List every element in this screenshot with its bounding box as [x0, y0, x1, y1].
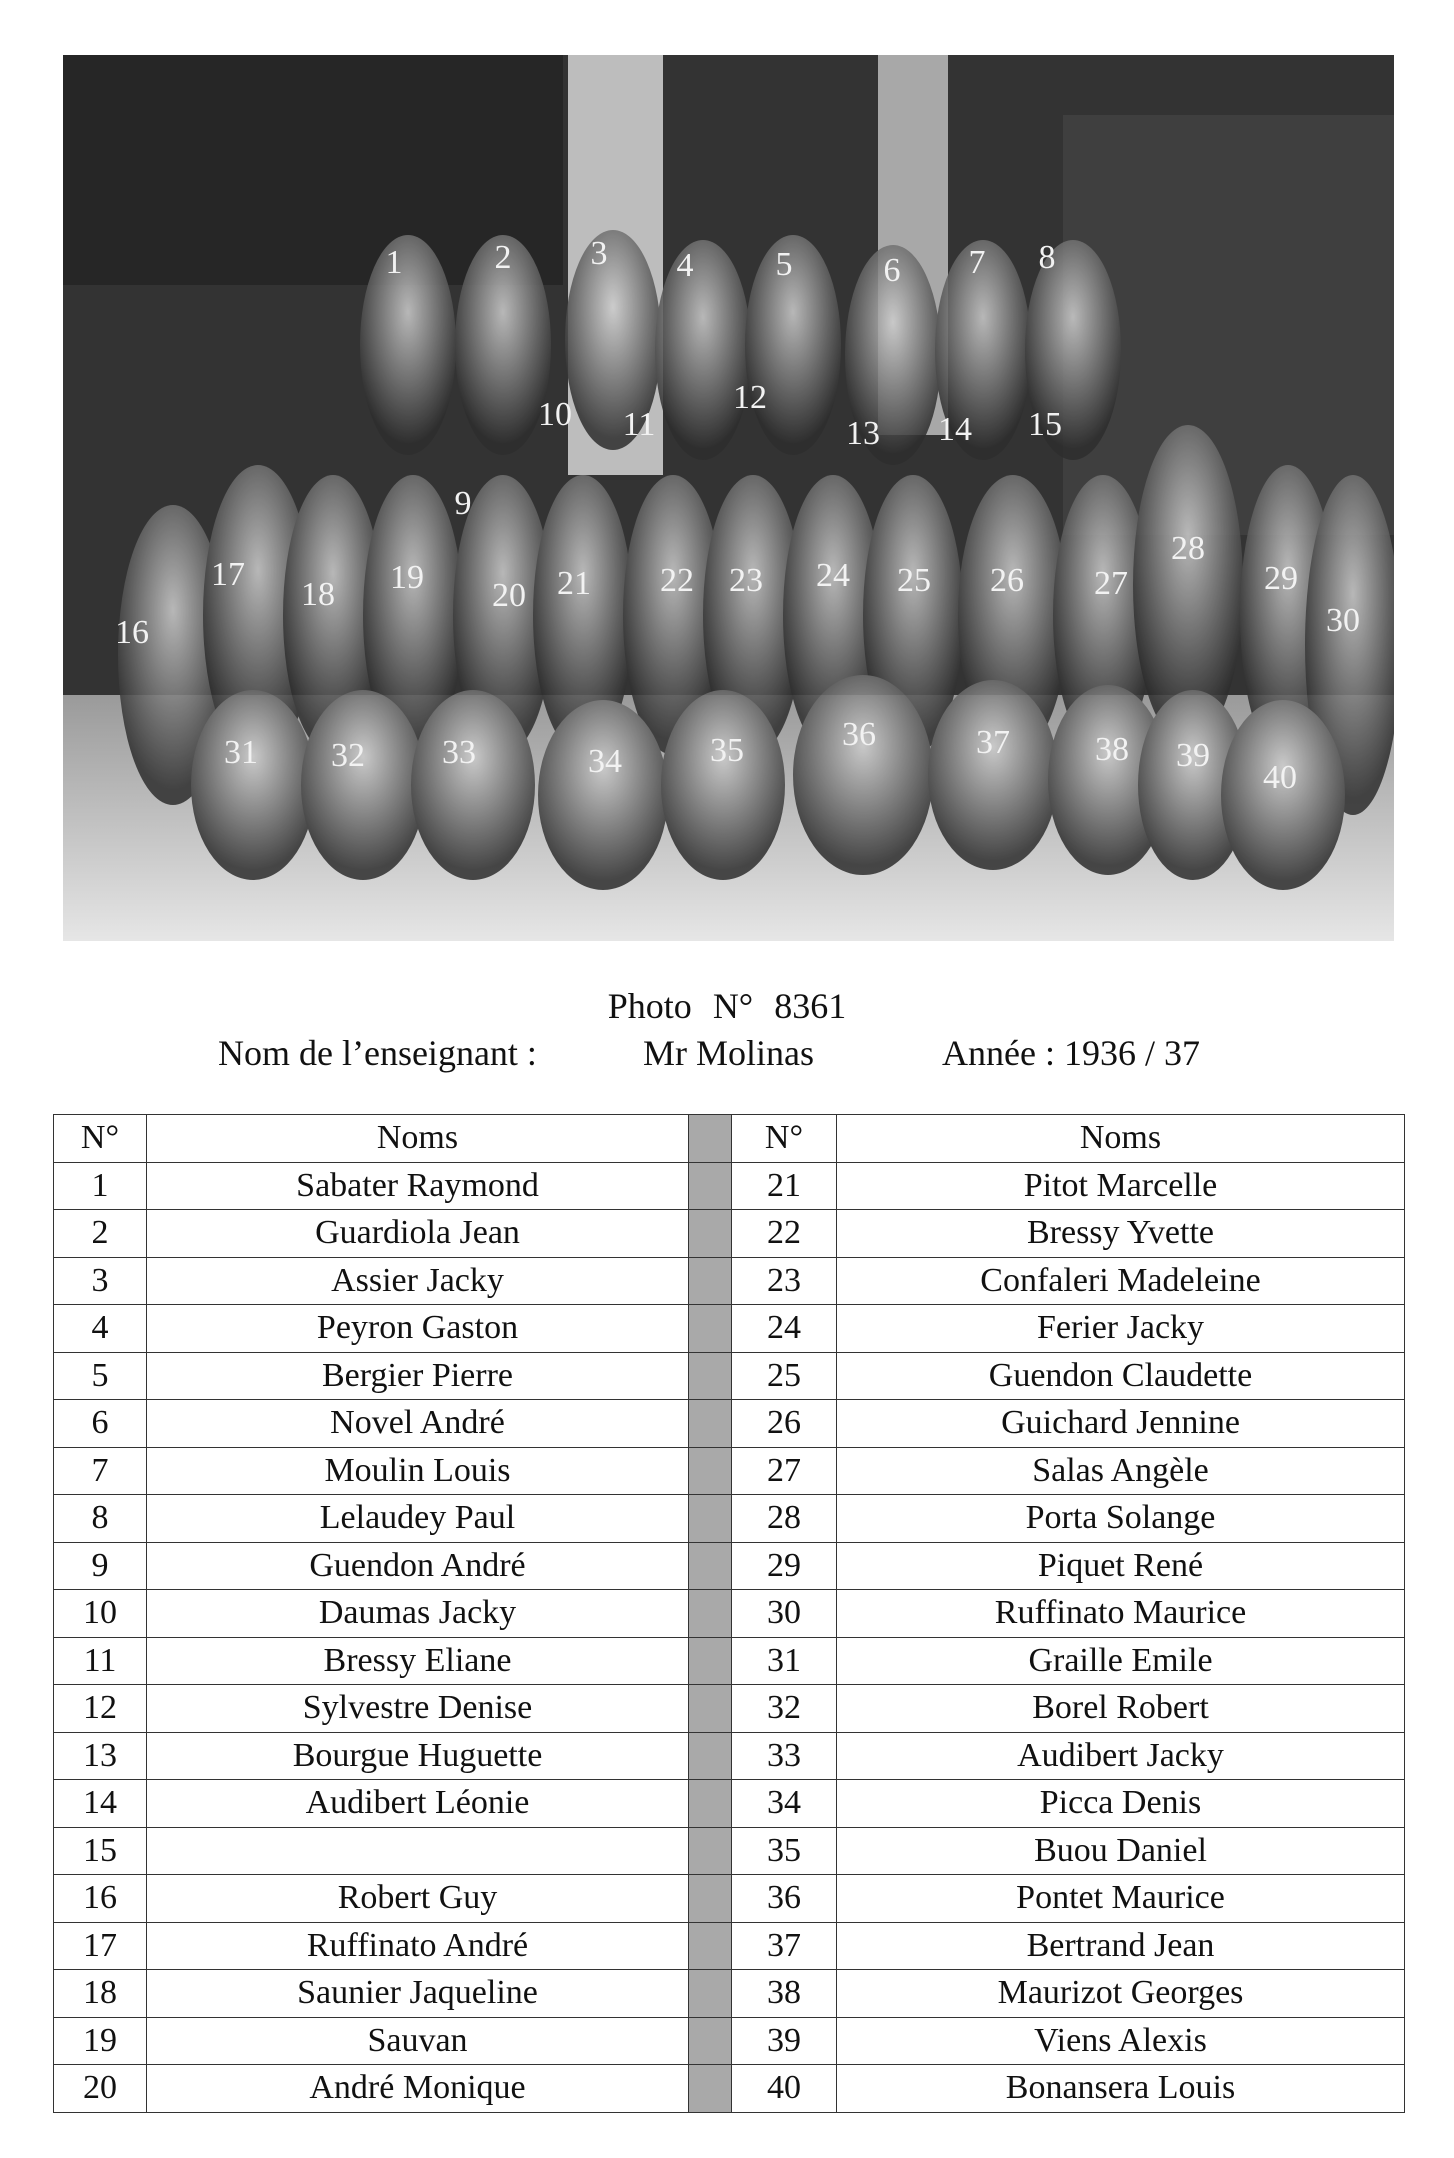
name-cell: Confaleri Madeleine [837, 1257, 1405, 1305]
name-cell: Audibert Léonie [147, 1780, 689, 1828]
column-separator [689, 1542, 732, 1590]
photo-number-label: 11 [622, 406, 656, 443]
column-separator [689, 1495, 732, 1543]
table-row [54, 1305, 1405, 1353]
photo-caption [0, 985, 1454, 1027]
name-cell: Peyron Gaston [147, 1305, 689, 1353]
name-cell: Bonansera Louis [837, 2065, 1405, 2113]
photo-number-label: 40 [1263, 759, 1297, 796]
name-cell: Sauvan [147, 2017, 689, 2065]
number-cell: 16 [54, 1875, 147, 1923]
photo-number-label: 13 [846, 415, 880, 452]
column-separator [689, 1875, 732, 1923]
name-cell: Maurizot Georges [837, 1970, 1405, 2018]
name-cell: Saunier Jaqueline [147, 1970, 689, 2018]
number-cell: 25 [732, 1352, 837, 1400]
photo-number-label: 10 [538, 396, 572, 433]
roster-table [53, 1114, 1405, 2113]
name-cell: Bertrand Jean [837, 1922, 1405, 1970]
photo-number-label: 19 [390, 559, 424, 596]
photo-number-label: 14 [938, 411, 972, 448]
number-cell: 22 [732, 1210, 837, 1258]
photo-number-label: 38 [1095, 731, 1129, 768]
photo-number-label: 21 [557, 565, 591, 602]
photo-number-label: 24 [816, 557, 850, 594]
photo-number-label: 34 [588, 743, 622, 780]
header-names-left: Noms [147, 1115, 689, 1163]
number-cell: 18 [54, 1970, 147, 2018]
name-cell: Daumas Jacky [147, 1590, 689, 1638]
column-separator [689, 1447, 732, 1495]
column-separator [689, 2065, 732, 2113]
photo-number-label: 30 [1326, 602, 1360, 639]
number-cell: 40 [732, 2065, 837, 2113]
table-row [54, 1257, 1405, 1305]
number-cell: 33 [732, 1732, 837, 1780]
number-cell: 1 [54, 1162, 147, 1210]
photo-number-label: 3 [590, 235, 608, 272]
photo-number-label: 29 [1264, 560, 1298, 597]
table-row [54, 1922, 1405, 1970]
table-row [54, 1970, 1405, 2018]
column-separator [689, 1637, 732, 1685]
number-cell: 32 [732, 1685, 837, 1733]
number-cell: 12 [54, 1685, 147, 1733]
number-cell: 5 [54, 1352, 147, 1400]
photo-number-label: 35 [710, 732, 744, 769]
number-cell: 24 [732, 1305, 837, 1353]
name-cell: Guardiola Jean [147, 1210, 689, 1258]
number-cell: 19 [54, 2017, 147, 2065]
column-separator [689, 1827, 732, 1875]
column-separator [689, 1400, 732, 1448]
number-cell: 9 [54, 1542, 147, 1590]
photo-number-label: 26 [990, 562, 1024, 599]
number-cell: 10 [54, 1590, 147, 1638]
number-cell: 11 [54, 1637, 147, 1685]
name-cell: Sylvestre Denise [147, 1685, 689, 1733]
column-separator [689, 1685, 732, 1733]
name-cell: Picca Denis [837, 1780, 1405, 1828]
photo-number-label: 4 [676, 247, 694, 284]
column-separator [689, 1732, 732, 1780]
name-cell: Buou Daniel [837, 1827, 1405, 1875]
number-cell: 36 [732, 1875, 837, 1923]
photo-number-label: 32 [331, 737, 365, 774]
photo-number-label: 22 [660, 562, 694, 599]
column-separator [689, 2017, 732, 2065]
name-cell: Bourgue Huguette [147, 1732, 689, 1780]
photo-number-label: 6 [883, 252, 901, 289]
column-separator [689, 1115, 732, 1163]
photo-number-label: 31 [224, 734, 258, 771]
table-row [54, 1447, 1405, 1495]
name-cell: Moulin Louis [147, 1447, 689, 1495]
table-row [54, 1875, 1405, 1923]
name-cell: Guendon Claudette [837, 1352, 1405, 1400]
photo-number-label: 17 [211, 556, 245, 593]
class-photo [63, 55, 1394, 941]
number-cell: 15 [54, 1827, 147, 1875]
photo-number-label: 8 [1038, 239, 1056, 276]
column-separator [689, 1305, 732, 1353]
column-separator [689, 1922, 732, 1970]
column-separator [689, 1352, 732, 1400]
number-cell: 3 [54, 1257, 147, 1305]
photo-number-label: 18 [301, 576, 335, 613]
name-cell: Lelaudey Paul [147, 1495, 689, 1543]
number-cell: 30 [732, 1590, 837, 1638]
column-separator [689, 1257, 732, 1305]
photo-number-label: 12 [733, 379, 767, 416]
number-cell: 27 [732, 1447, 837, 1495]
number-cell: 38 [732, 1970, 837, 2018]
photo-number-label: 9 [454, 485, 472, 522]
photo-number-label: 2 [494, 239, 512, 276]
number-cell: 20 [54, 2065, 147, 2113]
photo-number-label: 25 [897, 562, 931, 599]
table-row [54, 1637, 1405, 1685]
number-cell: 13 [54, 1732, 147, 1780]
table-row [54, 1400, 1405, 1448]
table-row [54, 2065, 1405, 2113]
table-row [54, 1542, 1405, 1590]
photo-number-label: 7 [968, 244, 986, 281]
name-cell [147, 1827, 689, 1875]
name-cell: Porta Solange [837, 1495, 1405, 1543]
name-cell: Guendon André [147, 1542, 689, 1590]
name-cell: Assier Jacky [147, 1257, 689, 1305]
table-row [54, 1780, 1405, 1828]
number-cell: 37 [732, 1922, 837, 1970]
name-cell: Audibert Jacky [837, 1732, 1405, 1780]
number-cell: 26 [732, 1400, 837, 1448]
name-cell: Bressy Yvette [837, 1210, 1405, 1258]
table-row [54, 1495, 1405, 1543]
photo-number-label: 1 [385, 244, 403, 281]
column-separator [689, 1210, 732, 1258]
name-cell: Sabater Raymond [147, 1162, 689, 1210]
header-num-right: N° [732, 1115, 837, 1163]
school-year: Année : 1936 / 37 [942, 1033, 1200, 1073]
number-cell: 14 [54, 1780, 147, 1828]
name-cell: Borel Robert [837, 1685, 1405, 1733]
photo-number-label: 27 [1094, 565, 1128, 602]
name-cell: Pontet Maurice [837, 1875, 1405, 1923]
photo-number-label: 5 [775, 246, 793, 283]
number-cell: 31 [732, 1637, 837, 1685]
photo-number: 8361 [774, 986, 847, 1026]
table-row [54, 1685, 1405, 1733]
number-cell: 17 [54, 1922, 147, 1970]
name-cell: Piquet René [837, 1542, 1405, 1590]
photo-number-label: 37 [976, 724, 1010, 761]
name-cell: Ruffinato Maurice [837, 1590, 1405, 1638]
photo-label: Photo [607, 986, 692, 1026]
teacher-name: Mr Molinas [643, 1033, 814, 1073]
table-row [54, 2017, 1405, 2065]
photo-number-label: 33 [442, 734, 476, 771]
column-separator [689, 1162, 732, 1210]
class-photo-image [63, 55, 1394, 941]
table-row [54, 1162, 1405, 1210]
name-cell: Robert Guy [147, 1875, 689, 1923]
name-cell: Graille Emile [837, 1637, 1405, 1685]
number-cell: 29 [732, 1542, 837, 1590]
column-separator [689, 1970, 732, 2018]
teacher-label: Nom de l’enseignant : [218, 1033, 537, 1073]
name-cell: Salas Angèle [837, 1447, 1405, 1495]
number-cell: 34 [732, 1780, 837, 1828]
photo-number-label: 15 [1028, 406, 1062, 443]
photo-number-label: 23 [729, 562, 763, 599]
number-cell: 28 [732, 1495, 837, 1543]
name-cell: Guichard Jennine [837, 1400, 1405, 1448]
name-cell: Ruffinato André [147, 1922, 689, 1970]
number-cell: 21 [732, 1162, 837, 1210]
name-cell: Pitot Marcelle [837, 1162, 1405, 1210]
number-cell: 23 [732, 1257, 837, 1305]
name-cell: Ferier Jacky [837, 1305, 1405, 1353]
photo-number-label: 20 [492, 577, 526, 614]
column-separator [689, 1780, 732, 1828]
table-row [54, 1732, 1405, 1780]
number-cell: 7 [54, 1447, 147, 1495]
header-names-right: Noms [837, 1115, 1405, 1163]
photo-number-label: 28 [1171, 530, 1205, 567]
number-cell: 2 [54, 1210, 147, 1258]
photo-number-label: 36 [842, 716, 876, 753]
number-cell: 39 [732, 2017, 837, 2065]
name-cell: Novel André [147, 1400, 689, 1448]
name-cell: André Monique [147, 2065, 689, 2113]
number-cell: 35 [732, 1827, 837, 1875]
column-separator [689, 1590, 732, 1638]
photo-number-label: 16 [115, 614, 149, 651]
number-cell: 4 [54, 1305, 147, 1353]
table-row [54, 1827, 1405, 1875]
photo-number-sign: N° [712, 986, 754, 1026]
table-row [54, 1352, 1405, 1400]
number-cell: 8 [54, 1495, 147, 1543]
number-cell: 6 [54, 1400, 147, 1448]
header-num-left: N° [54, 1115, 147, 1163]
name-cell: Bressy Eliane [147, 1637, 689, 1685]
table-row [54, 1210, 1405, 1258]
table-header-row [54, 1115, 1405, 1163]
name-cell: Bergier Pierre [147, 1352, 689, 1400]
table-row [54, 1590, 1405, 1638]
photo-number-label: 39 [1176, 737, 1210, 774]
name-cell: Viens Alexis [837, 2017, 1405, 2065]
